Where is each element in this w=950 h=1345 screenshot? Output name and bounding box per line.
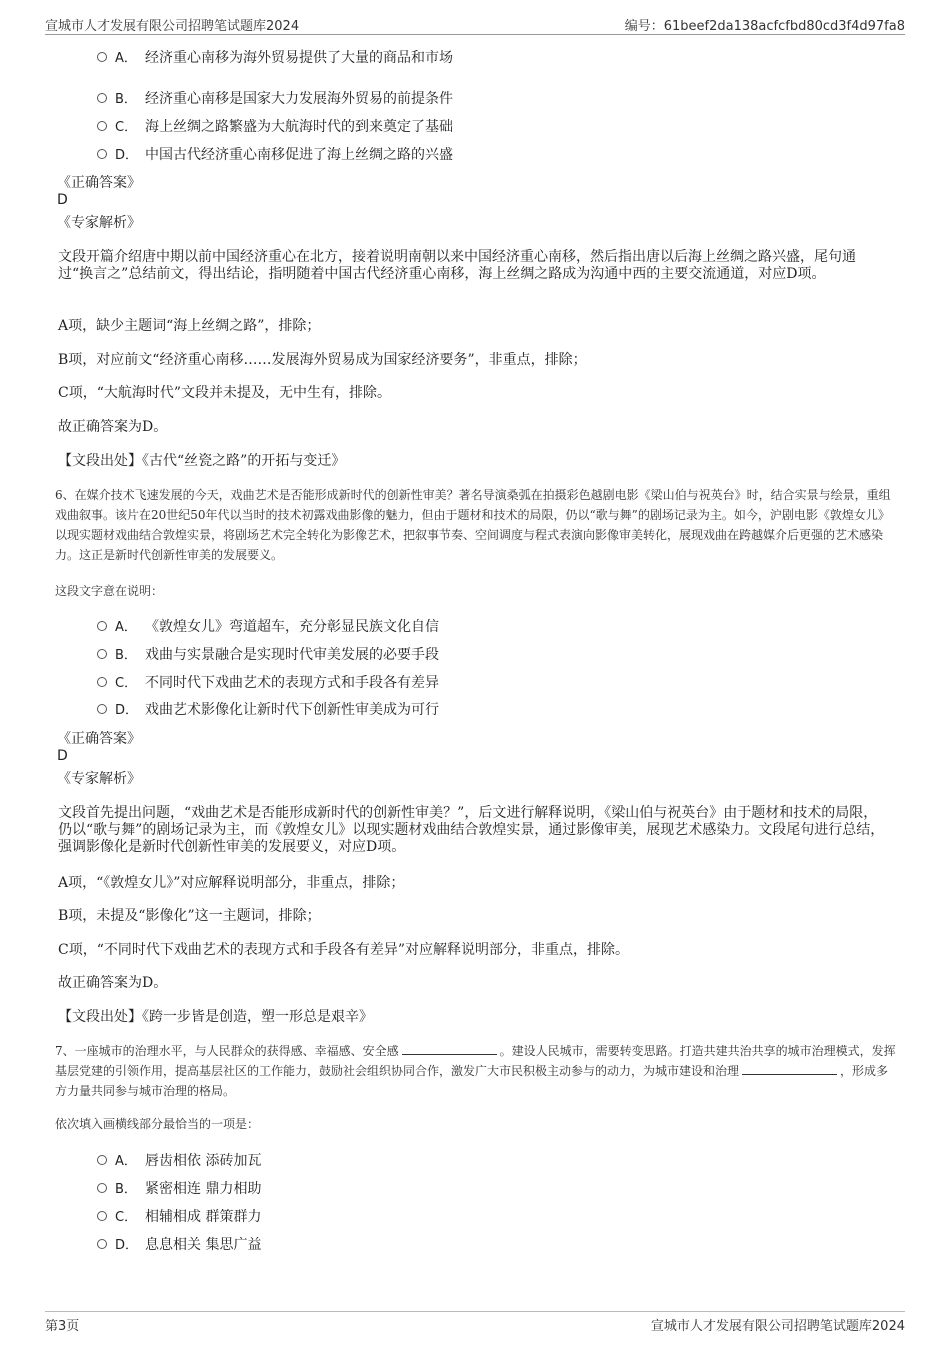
- radio-icon[interactable]: [97, 1211, 107, 1221]
- blank-1[interactable]: [402, 1043, 497, 1055]
- q6-answer-label: 《正确答案》: [57, 731, 141, 747]
- radio-icon[interactable]: [97, 649, 107, 659]
- q6-conclusion: 故正确答案为D。: [58, 975, 168, 991]
- q6-note-a: A项，“《敦煌女儿》”对应解释说明部分，非重点，排除；: [58, 875, 405, 891]
- page-footer: [45, 1311, 905, 1334]
- q6-stem: 6、在媒介技术飞速发展的今天，戏曲艺术是否能形成新时代的创新性审美？著名导演桑弧在拍摄彩色越剧电影《梁山伯与祝英台》时，结合实景与绘景，重组戏曲叙事。该片在20世纪50年代以当时的技术初露戏曲影像的魅力，但由于题材和技术的局限，仍以“歌与舞”的剧场记录为主。如今，沪剧电影《敦煌女儿》以现实题材戏曲结合敦煌实景，将剧场艺术完全转化为影像艺术，把叙事节奏、空间调度与程式表演向影像审美转化，展现戏曲在跨越媒介后更强的艺术感染力。这正是新时代创新性审美的发展要义。: [55, 488, 891, 562]
- q6-source: 【文段出处】《跨一步皆是创造，塑一形总是艰辛》: [58, 1009, 373, 1025]
- q6-option-a[interactable]: A． 《敦煌女儿》弯道超车，充分彰显民族文化自信: [97, 617, 439, 637]
- q5-option-c[interactable]: C． 海上丝绸之路繁盛为大航海时代的到来奠定了基础: [97, 117, 453, 137]
- header-title: 宣城市人才发展有限公司招聘笔试题库2024: [45, 19, 300, 34]
- q6-analysis: 文段首先提出问题，“戏曲艺术是否能形成新时代的创新性审美？”，后文进行解释说明，《梁山伯与祝英台》由于题材和技术的局限，仍以“歌与舞”的剧场记录为主，而《敦煌女儿》以现实题材戏曲结合敦煌实景，通过影像审美，展现艺术感染力。文段尾句进行总结，强调影像化是新时代创新性审美的发展要义，对应D项。: [58, 805, 885, 855]
- radio-icon[interactable]: [97, 677, 107, 687]
- q5-answer-label: 《正确答案》: [57, 175, 141, 191]
- q6-option-c[interactable]: C． 不同时代下戏曲艺术的表现方式和手段各有差异: [97, 673, 439, 693]
- q7-option-d[interactable]: D． 息息相关 集思广益: [97, 1235, 261, 1255]
- q5-conclusion: 故正确答案为D。: [58, 419, 168, 435]
- radio-icon[interactable]: [97, 121, 107, 131]
- q5-note-c: C项，“大航海时代”文段并未提及，无中生有，排除。: [58, 385, 392, 401]
- q5-source: 【文段出处】《古代“丝瓷之路”的开拓与变迁》: [58, 453, 346, 469]
- q7-stem: 7、一座城市的治理水平，与人民群众的获得感、幸福感、安全感 。建设人民城市，需要转变思路。打造共建共治共享的城市治理模式，发挥基层党建的引领作用，提高基层社区的工作能力，鼓励社会组织协同合作，激发广大市民积极主动参与的动力，为城市建设和治理 ，形成多方力量共同参与城市治理的格局。: [55, 1044, 896, 1098]
- radio-icon[interactable]: [97, 52, 107, 62]
- page-header: [45, 12, 905, 35]
- radio-icon[interactable]: [97, 149, 107, 159]
- header-doc-id: 编号：61beef2da138acfcfbd80cd3f4d97fa8: [624, 19, 905, 34]
- footer-title: 宣城市人才发展有限公司招聘笔试题库2024: [650, 1319, 905, 1334]
- radio-icon[interactable]: [97, 93, 107, 103]
- blank-2[interactable]: [742, 1063, 837, 1075]
- q6-note-b: B项，未提及“影像化”这一主题词，排除；: [58, 908, 321, 924]
- q5-option-d[interactable]: D． 中国古代经济重心南移促进了海上丝绸之路的兴盛: [97, 145, 453, 165]
- q5-analysis-label: 《专家解析》: [57, 215, 141, 231]
- q5-analysis: 文段开篇介绍唐中期以前中国经济重心在北方，接着说明南朝以来中国经济重心南移，然后指出唐以后海上丝绸之路兴盛，尾句通过“换言之”总结前文，得出结论，指明随着中国古代经济重心南移，海上丝绸之路成为沟通中西的主要交流通道，对应D项。: [58, 249, 856, 282]
- q5-answer: D: [57, 192, 68, 208]
- q5-option-b[interactable]: B． 经济重心南移是国家大力发展海外贸易的前提条件: [97, 89, 453, 109]
- radio-icon[interactable]: [97, 1183, 107, 1193]
- q6-analysis-label: 《专家解析》: [57, 771, 141, 787]
- q7-option-a[interactable]: A． 唇齿相依 添砖加瓦: [97, 1151, 261, 1171]
- q6-question: 这段文字意在说明：: [55, 584, 164, 598]
- q7-option-c[interactable]: C． 相辅相成 群策群力: [97, 1207, 261, 1227]
- q6-note-c: C项，“不同时代下戏曲艺术的表现方式和手段各有差异”对应解释说明部分，非重点，排除。: [58, 942, 630, 958]
- radio-icon[interactable]: [97, 704, 107, 714]
- q5-option-a[interactable]: A． 经济重心南移为海外贸易提供了大量的商品和市场: [97, 48, 453, 68]
- q7-question: 依次填入画横线部分最恰当的一项是：: [55, 1117, 260, 1131]
- q6-answer: D: [57, 748, 68, 764]
- radio-icon[interactable]: [97, 621, 107, 631]
- radio-icon[interactable]: [97, 1239, 107, 1249]
- q5-note-a: A项，缺少主题词“海上丝绸之路”，排除；: [58, 318, 321, 334]
- radio-icon[interactable]: [97, 1155, 107, 1165]
- q6-option-d[interactable]: D． 戏曲艺术影像化让新时代下创新性审美成为可行: [97, 700, 439, 720]
- q7-option-b[interactable]: B． 紧密相连 鼎力相助: [97, 1179, 261, 1199]
- q6-option-b[interactable]: B． 戏曲与实景融合是实现时代审美发展的必要手段: [97, 645, 439, 665]
- q5-note-b: B项，对应前文“经济重心南移……发展海外贸易成为国家经济要务”，非重点，排除；: [58, 352, 587, 368]
- page-number: 第3页: [45, 1319, 80, 1334]
